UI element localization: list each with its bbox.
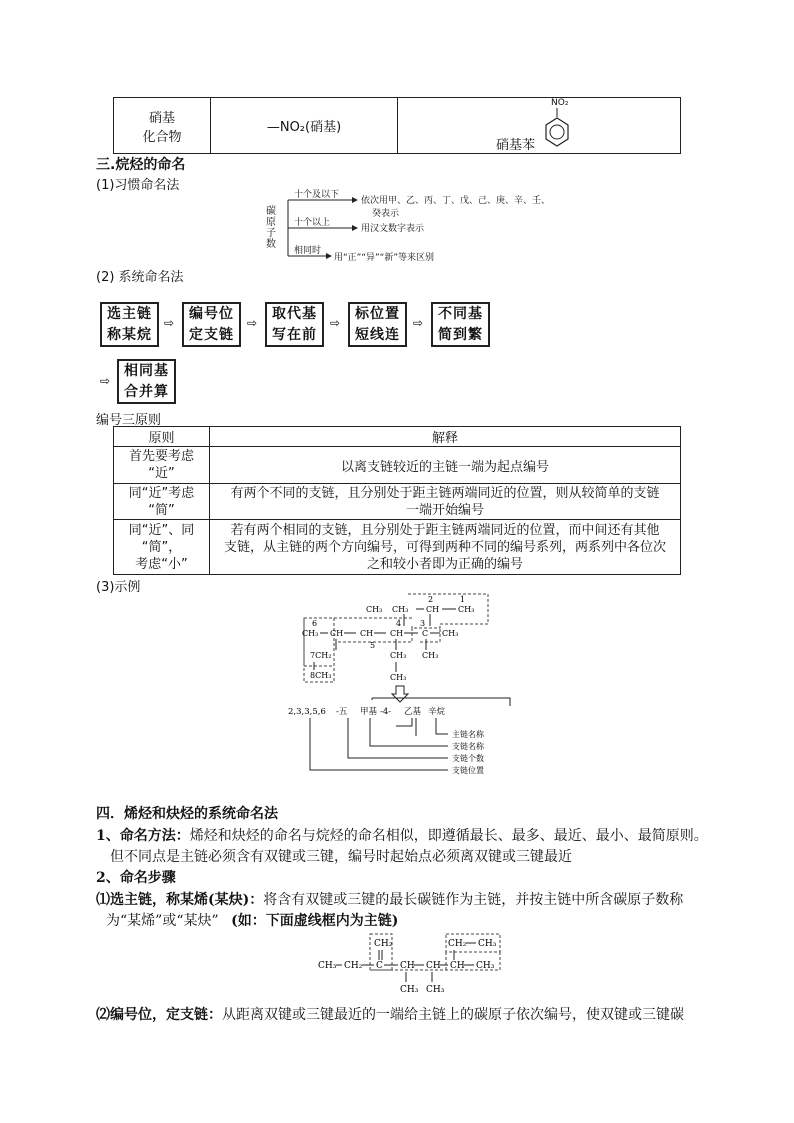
struct-ch3: CH₃ <box>390 673 407 682</box>
method-text-2: 但不同点是主链必须含有双键或三键，编号时起始点必须离双键或三键最近 <box>110 849 572 865</box>
explanation-line: 之和较小者即为正确的编号 <box>366 556 523 572</box>
branch1-text-b: 癸表示 <box>372 209 400 219</box>
step1-line2 <box>106 910 398 930</box>
carbon-count-label: 碳原子数 <box>266 206 276 250</box>
alkene-ch3: CH₃ <box>318 961 337 971</box>
struct-num-3: 3 <box>420 619 426 628</box>
branch2-text: 用汉文数字表示 <box>361 224 425 234</box>
section3-title: 三.烷烃的命名 <box>96 157 186 173</box>
alkene-ch2: CH₂ <box>448 939 467 949</box>
step-2-line1: 编号位 <box>189 306 234 322</box>
steps-heading: 2、命名步骤 <box>96 870 176 886</box>
step-3-line2: 写在前 <box>272 327 317 343</box>
struct-ch: CH <box>360 629 374 638</box>
alkene-ch: CH <box>450 961 465 971</box>
principle-line: “近” <box>148 466 175 481</box>
step-5-line1: 不同基 <box>438 306 483 322</box>
struct-ch3: CH₃ <box>390 651 407 660</box>
branch1-text-a: 依次用甲、乙、丙、丁、戊、己、庚、辛、壬、 <box>361 196 551 206</box>
step2-paragraph <box>96 1004 716 1024</box>
struct-ch: CH <box>390 629 404 638</box>
principle-line: 同“近”、同 <box>128 522 195 538</box>
step1-label: ⑴选主链，称某烯(某炔)： <box>96 892 264 908</box>
step-4-line2: 短线连 <box>355 327 400 343</box>
struct-ch3: CH₃ <box>366 605 383 614</box>
name-ethyl: 乙基 <box>404 707 422 717</box>
nitro-group-cell <box>211 98 398 154</box>
table-header-principle: 原则 <box>114 427 210 447</box>
step-4-line1: 标位置 <box>355 306 400 322</box>
struct-num-2: 2 <box>428 595 434 604</box>
three-principles-heading: 编号三原则 <box>96 413 162 428</box>
step-box-3 <box>265 302 324 347</box>
table-row <box>114 484 681 520</box>
arrow-icon: ⇨ <box>164 316 175 330</box>
struct-ch3: CH₃ <box>392 605 409 614</box>
step-1-line1: 选主链 <box>107 306 152 322</box>
principle-line: 考虑“小” <box>135 556 188 572</box>
struct-num-6: 6 <box>312 619 318 628</box>
nitro-sub-label: NO₂ <box>551 98 569 108</box>
systematic-naming-heading: (2) 系统命名法 <box>96 270 184 285</box>
struct-num-5: 5 <box>370 641 376 650</box>
struct-num-7: 7CH₂ <box>310 651 332 660</box>
alkene-ch3: CH₃ <box>478 939 497 949</box>
step-box-2 <box>182 302 241 347</box>
name-octane: 辛烷 <box>428 707 446 717</box>
method-paragraph <box>96 825 716 845</box>
nitro-name-cell <box>114 98 211 154</box>
struct-ch3: CH₃ <box>442 629 459 638</box>
struct-ch3: CH₃ <box>422 651 439 660</box>
down-arrow-icon <box>392 686 408 702</box>
step-box-6 <box>117 359 176 404</box>
nitro-example-cell <box>398 98 681 154</box>
explanation-line: 支链，从主链的两个方向编号，可得到两种不同的编号系列，两系列中各位次 <box>223 539 666 555</box>
principle-cell <box>114 520 210 575</box>
nitro-name-line2: 化合物 <box>142 129 182 145</box>
step-box-5 <box>431 302 490 347</box>
step-6-line2: 合并算 <box>124 384 169 400</box>
step2-label: ⑵编号位，定支链： <box>96 1007 222 1023</box>
step-1-line2: 称某烷 <box>107 327 152 343</box>
branch1-label: 十个及以下 <box>294 190 340 200</box>
explanation-cell <box>210 447 681 484</box>
legend-branch-count: 支链个数 <box>452 754 484 763</box>
branch3-label: 相同时 <box>294 246 322 256</box>
branch2-label: 十个以上 <box>294 218 331 228</box>
alkene-ch3: CH₃ <box>400 985 419 995</box>
alkene-ch2: CH₂ <box>344 961 363 971</box>
struct-ch3: CH₃ <box>302 629 319 638</box>
step-5-line2: 简到繁 <box>438 327 483 343</box>
name-positions: 2,3,3,5,6 <box>288 707 326 717</box>
step-6-line1: 相同基 <box>124 363 169 379</box>
step1-note: (如：下面虚线框内为主链) <box>231 913 399 929</box>
step-box-1 <box>100 302 159 347</box>
explanation-line: 若有两个相同的支链，且分别处于距主链两端同近的位置，而中间还有其他 <box>230 522 660 538</box>
section4-title: 四．烯烃和炔烃的系统命名法 <box>96 806 278 822</box>
nitro-table <box>113 97 681 154</box>
nitrobenzene-label: 硝基苯 <box>496 138 536 153</box>
principle-cell <box>114 447 210 484</box>
principle-line: 同“近”考虑 <box>128 485 195 501</box>
step-2-line2: 定支链 <box>189 327 234 343</box>
branch3-text: 用“正”“异”“新”等来区别 <box>334 253 434 263</box>
step1-text-2: 为“某烯”或“某炔” <box>106 913 219 929</box>
struct-num-4: 4 <box>396 619 402 628</box>
step-box-4 <box>348 302 407 347</box>
example-heading: (3)示例 <box>96 580 141 595</box>
alkene-c: C <box>376 961 383 971</box>
table-row <box>114 520 681 575</box>
principle-line: “简”， <box>141 539 182 555</box>
alkene-ch: CH <box>426 961 441 971</box>
alkene-ch3: CH₃ <box>476 961 495 971</box>
struct-ch3: CH₃ <box>458 605 475 614</box>
struct-ch: CH <box>330 629 344 638</box>
alkene-ch3: CH₃ <box>426 985 445 995</box>
principle-line: 首先要考虑 <box>128 449 194 464</box>
legend-main-chain: 主链名称 <box>452 730 484 739</box>
arrow-icon: ⇨ <box>247 316 258 330</box>
struct-num-8: 8CH₃ <box>310 671 332 680</box>
nitro-group: —NO₂(硝基) <box>266 120 342 135</box>
common-naming-diagram <box>262 186 552 266</box>
nitro-name-line1: 硝基 <box>148 110 175 126</box>
explanation-cell <box>210 520 681 575</box>
struct-num-1: 1 <box>460 595 466 604</box>
legend-branch-name: 支链名称 <box>452 742 484 751</box>
arrow-icon: ⇨ <box>100 374 111 388</box>
explanation-line: 以离支链较近的主链一端为起点编号 <box>340 459 549 475</box>
arrow-icon: ⇨ <box>413 316 424 330</box>
struct-ch: CH <box>426 605 440 614</box>
step1-text: 将含有双键或三键的最长碳链作为主链，并按主链中所含碳原子数称 <box>263 892 684 908</box>
explanation-cell <box>210 484 681 520</box>
legend-branch-position: 支链位置 <box>452 766 484 775</box>
alkene-ch: CH <box>400 961 415 971</box>
step2-text: 从距离双键或三键最近的一端给主链上的碳原子依次编号，使双键或三键碳 <box>222 1007 684 1023</box>
table-row <box>114 447 681 484</box>
name-count: -五 <box>336 707 348 717</box>
benzene-ring-icon <box>543 108 573 154</box>
alkene-structure-diagram <box>316 930 506 998</box>
name-locant: -4- <box>380 707 392 717</box>
alkene-ch2: CH₂ <box>374 939 393 949</box>
step1-paragraph <box>96 889 716 909</box>
arrow-icon: ⇨ <box>330 316 341 330</box>
method-text: 烯烃和炔烃的命名与烷烃的命名相似，即遵循最长、最多、最近、最小、最简原则。 <box>189 828 708 844</box>
structural-formula-diagram <box>288 590 520 776</box>
explanation-line: 一端开始编号 <box>405 502 484 518</box>
table-header-explanation: 解释 <box>210 427 681 447</box>
step-3-line1: 取代基 <box>272 306 317 322</box>
common-naming-heading: (1)习惯命名法 <box>96 178 180 193</box>
struct-c: C <box>422 629 429 638</box>
explanation-line: 有两个不同的支链，且分别处于距主链两端同近的位置，则从较简单的支链 <box>230 485 660 501</box>
principles-table <box>113 426 681 575</box>
principle-cell <box>114 484 210 520</box>
principle-line: “简” <box>148 502 175 518</box>
name-methyl: 甲基 <box>360 707 378 717</box>
method-label: 1、命名方法： <box>96 828 190 844</box>
